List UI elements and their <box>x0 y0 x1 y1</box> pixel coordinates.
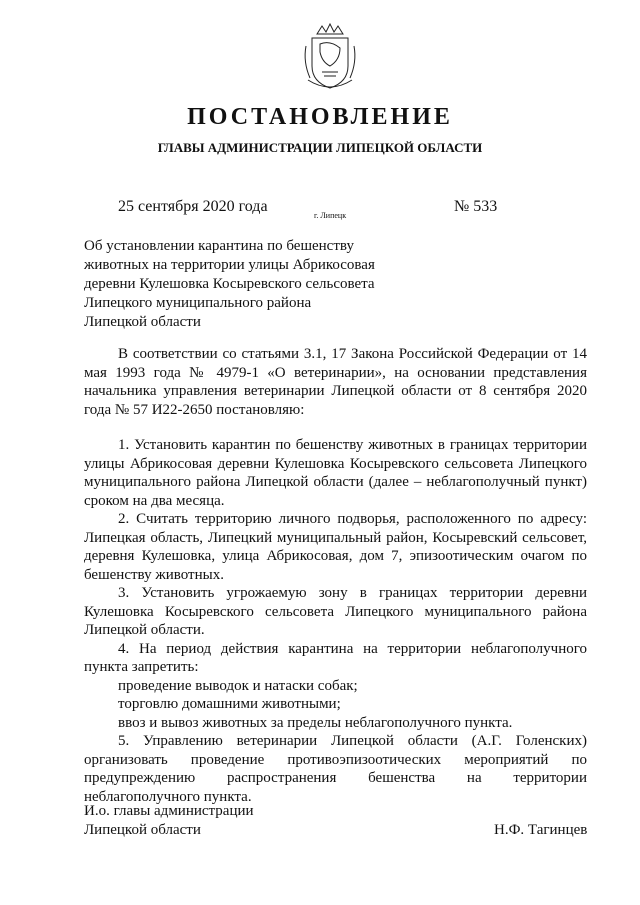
heading-line: Об установлении карантина по бешенству <box>84 238 354 254</box>
document-heading <box>84 237 424 332</box>
issuing-authority: ГЛАВЫ АДМИНИСТРАЦИИ ЛИПЕЦКОЙ ОБЛАСТИ <box>157 140 483 155</box>
document-body <box>84 345 587 806</box>
heading-line: Липецкого муниципального района <box>84 295 312 311</box>
document-city: г. Липецк <box>314 211 347 220</box>
coat-of-arms-emblem <box>300 22 360 92</box>
ban-list-item: проведение выводок и натаски собак; <box>118 677 358 694</box>
signatory-position <box>84 802 254 840</box>
signatory-name: Н.Ф. Тагинцев <box>494 822 588 838</box>
heading-line: деревни Кулешовка Косыревского сельсовета <box>84 276 375 292</box>
document-title: ПОСТАНОВЛЕНИЕ <box>187 104 453 130</box>
signatory-position-line: И.о. главы администрации <box>84 803 254 819</box>
ban-list-item: торговлю домашними животными; <box>118 696 341 712</box>
item-4-paragraph: 4. На период действия карантина на территории неблагополучного пункта запретить: <box>84 640 587 675</box>
heading-line: Липецкой области <box>84 314 201 330</box>
item-1-paragraph: 1. Установить карантин по бешенству животных в границах территории улицы Абрикосовая деревни Кулешовка Косыревского сельсовета Липецкого муниципального района Липецкой области (далее – неблагополучный пункт) сроком на два месяца. <box>84 437 587 509</box>
preamble-paragraph: В соответствии со статьями 3.1, 17 Закона Российской Федерации от 14 мая 1993 года № 4979-1 «О ветеринарии», на основании представления начальника управления ветеринарии Липецкой области от 8 сентября 2020 года № 57 И22-2650 постановляю: <box>84 346 587 418</box>
item-2-paragraph: 2. Считать территорию личного подворья, расположенного по адресу: Липецкая область, Липецкий муниципальный район, Косыревский сельсовет, деревня Кулешовка, улица Абрикосовая, дом 7, эпизоотическим очагом по бешенству животных. <box>84 511 587 583</box>
ban-list-item: ввоз и вывоз животных за пределы неблагополучного пункта. <box>118 714 513 731</box>
heading-line: животных на территории улицы Абрикосовая <box>84 257 375 273</box>
signatory-position-line: Липецкой области <box>84 822 201 838</box>
item-3-paragraph: 3. Установить угрожаемую зону в границах территории деревни Кулешовка Косыревского сельсовета Липецкого муниципального района Липецкой области. <box>84 585 587 638</box>
document-date: 25 сентября 2020 года <box>118 198 268 215</box>
item-5-paragraph: 5. Управлению ветеринарии Липецкой области (А.Г. Голенских) организовать проведение противоэпизоотических мероприятий по предупреждению распространения бешенства на территории неблагополучного пункта. <box>84 733 587 805</box>
document-number: № 533 <box>454 198 498 215</box>
